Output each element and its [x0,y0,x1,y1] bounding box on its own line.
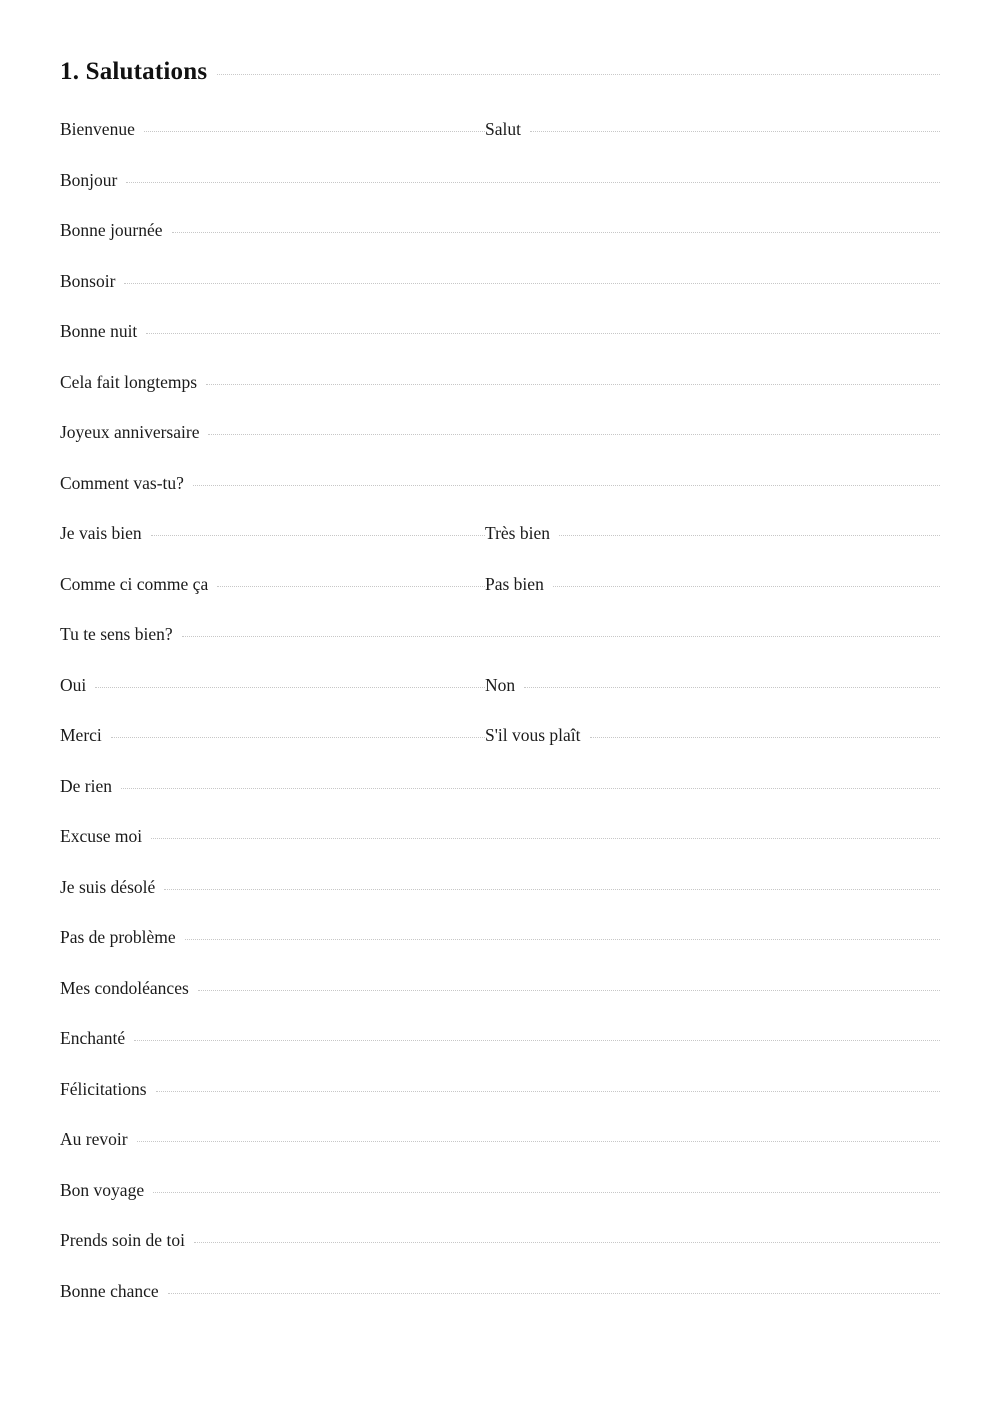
vocabulary-entry-left [60,524,485,543]
answer-blank[interactable] [559,535,940,536]
term-label: Félicitations [60,1078,147,1099]
answer-blank[interactable] [134,1040,940,1041]
term-label: Bonne journée [60,220,163,240]
term-label: Pas bien [485,573,544,594]
vocabulary-entry-left [60,1282,940,1301]
term-label: S'il vous plaît [485,725,581,745]
vocabulary-entry-left [60,1029,940,1048]
answer-blank[interactable] [121,788,940,789]
vocabulary-row [60,423,940,474]
answer-blank[interactable] [151,535,485,536]
term-label: Comme ci comme ça [60,573,209,594]
term-label: Au revoir [60,1129,128,1149]
vocabulary-entry-right [485,575,940,594]
term-label: Enchanté [60,1028,126,1048]
vocabulary-entry-left [60,827,940,846]
answer-blank[interactable] [208,434,940,435]
vocabulary-row [60,171,940,222]
term-label: Je vais bien [60,523,142,543]
vocabulary-row [60,1080,940,1131]
term-label: Pas de problème [60,927,176,947]
term-label: De rien [60,775,112,796]
term-label: Bienvenue [60,119,135,139]
vocabulary-row [60,1029,940,1080]
vocabulary-entry-right [485,120,940,139]
answer-blank[interactable] [217,586,485,587]
vocabulary-entry-left [60,1130,940,1149]
vocabulary-row [60,221,940,272]
vocabulary-entry-left [60,120,485,139]
term-label: Oui [60,674,87,695]
vocabulary-row [60,1231,940,1282]
vocabulary-list [60,120,940,1332]
answer-blank[interactable] [198,990,940,991]
vocabulary-entry-left [60,777,940,796]
term-label: Prends soin de toi [60,1230,185,1250]
vocabulary-row [60,878,940,929]
vocabulary-row [60,120,940,171]
term-label: Très bien [485,523,550,543]
term-label: Tu te sens bien? [60,624,173,644]
term-label: Excuse moi [60,826,143,846]
vocabulary-entry-left [60,1181,940,1200]
answer-blank[interactable] [137,1141,940,1142]
title-dotted-rule [217,74,940,75]
vocabulary-row [60,726,940,777]
page-title-text: 1. Salutations [60,58,208,85]
term-label: Bonjour [60,169,118,190]
vocabulary-entry-left [60,928,940,947]
vocabulary-row [60,322,940,373]
vocabulary-entry-left [60,726,485,745]
vocabulary-row [60,373,940,424]
term-label: Comment vas-tu? [60,472,184,493]
vocabulary-entry-left [60,878,940,897]
vocabulary-entry-right [485,676,940,695]
vocabulary-entry-left [60,171,940,190]
vocabulary-entry-left [60,221,940,240]
answer-blank[interactable] [182,636,940,637]
vocabulary-row [60,1282,940,1333]
answer-blank[interactable] [156,1091,940,1092]
answer-blank[interactable] [524,687,940,688]
vocabulary-row [60,575,940,626]
vocabulary-entry-right [485,524,940,543]
term-label: Bonne nuit [60,321,138,341]
answer-blank[interactable] [168,1293,940,1294]
answer-blank[interactable] [95,687,485,688]
term-label: Bonne chance [60,1280,159,1301]
vocabulary-entry-left [60,979,940,998]
answer-blank[interactable] [193,485,940,486]
vocabulary-entry-left [60,373,940,392]
term-label: Salut [485,119,521,139]
vocabulary-entry-right [485,726,940,745]
vocabulary-entry-left [60,676,485,695]
answer-blank[interactable] [194,1242,940,1243]
answer-blank[interactable] [111,737,485,738]
term-label: Merci [60,725,102,745]
answer-blank[interactable] [530,131,940,132]
vocabulary-row [60,524,940,575]
term-label: Joyeux anniversaire [60,422,200,442]
vocabulary-entry-left [60,322,940,341]
answer-blank[interactable] [206,384,940,385]
answer-blank[interactable] [172,232,940,233]
answer-blank[interactable] [146,333,940,334]
vocabulary-row [60,676,940,727]
term-label: Bon voyage [60,1179,145,1200]
vocabulary-row [60,474,940,525]
vocabulary-row [60,827,940,878]
vocabulary-row [60,979,940,1030]
term-label: Je suis désolé [60,876,156,897]
answer-blank[interactable] [185,939,940,940]
vocabulary-entry-left [60,625,940,644]
vocabulary-row [60,1181,940,1232]
vocabulary-entry-left [60,272,940,291]
term-label: Mes condoléances [60,977,189,998]
vocabulary-entry-left [60,1080,940,1099]
answer-blank[interactable] [126,182,940,183]
answer-blank[interactable] [153,1192,940,1193]
page-title [60,58,940,86]
vocabulary-entry-left [60,423,940,442]
vocabulary-row [60,1130,940,1181]
vocabulary-row [60,928,940,979]
vocabulary-row [60,625,940,676]
vocabulary-entry-left [60,474,940,493]
answer-blank[interactable] [164,889,940,890]
vocabulary-row [60,272,940,323]
answer-blank[interactable] [553,586,940,587]
answer-blank[interactable] [144,131,485,132]
answer-blank[interactable] [590,737,940,738]
vocabulary-entry-left [60,575,485,594]
term-label: Bonsoir [60,270,116,291]
vocabulary-row [60,777,940,828]
answer-blank[interactable] [151,838,940,839]
answer-blank[interactable] [124,283,940,284]
term-label: Non [485,674,516,695]
vocabulary-entry-left [60,1231,940,1250]
term-label: Cela fait longtemps [60,371,198,392]
